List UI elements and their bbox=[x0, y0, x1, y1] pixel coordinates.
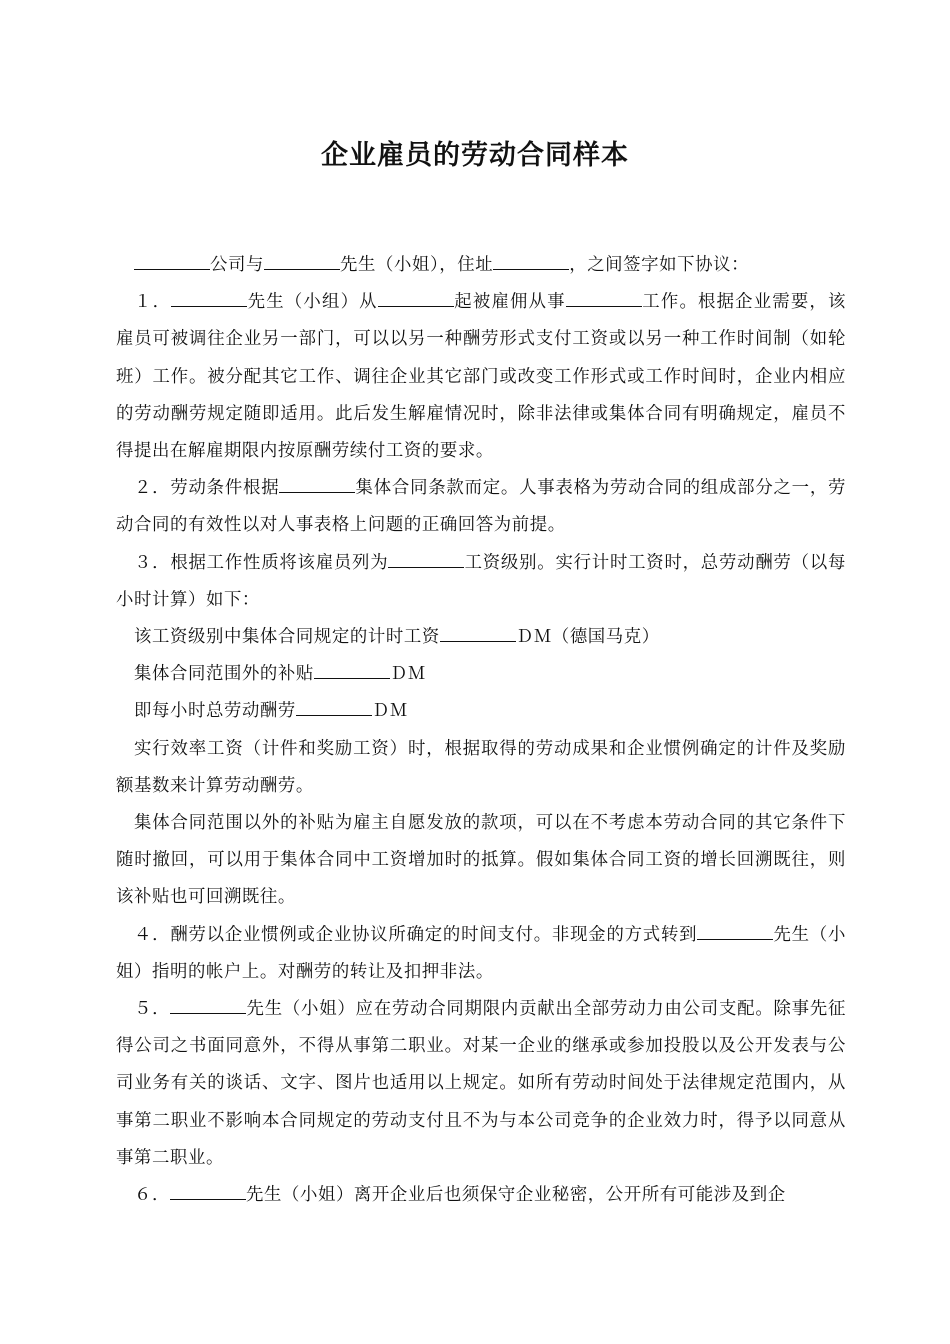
paragraph-text: 先生（小姐）指明的帐户上。对酬劳的转让及扣押非法。 bbox=[116, 924, 846, 982]
paragraph-clause-3 bbox=[116, 545, 846, 619]
paragraph-text: ，之间签字如下协议： bbox=[569, 255, 750, 275]
fill-in-blank[interactable] bbox=[314, 662, 390, 680]
fill-in-blank[interactable] bbox=[171, 290, 247, 308]
paragraph-text: ２．劳动条件根据 bbox=[134, 478, 280, 499]
paragraph-text: ６． bbox=[134, 1185, 170, 1206]
paragraph-text: 起被雇佣从事 bbox=[453, 292, 566, 313]
paragraph-clause-5 bbox=[116, 991, 846, 1177]
paragraph-text: １． bbox=[134, 292, 172, 313]
paragraph-text: 集体合同范围以外的补贴为雇主自愿发放的款项，可以在不考虑本劳动合同的其它条件下随时撤回，可以用于集体合同中工资增加时的抵算。假如集体合同工资的增长回溯既往，则该补贴也可回溯既往。 bbox=[116, 813, 846, 908]
document-title: 企业雇员的劳动合同样本 bbox=[321, 140, 629, 171]
fill-in-blank[interactable] bbox=[697, 922, 773, 940]
paragraph-allowance-note bbox=[116, 805, 846, 917]
paragraph-clause-6 bbox=[116, 1177, 846, 1214]
paragraph-wage-hourly bbox=[116, 619, 846, 656]
paragraph-text: 先生（小姐）离开企业后也须保守企业秘密，公开所有可能涉及到企 bbox=[245, 1185, 786, 1206]
paragraph-text: 集体合同范围外的补贴 bbox=[134, 664, 314, 685]
paragraph-piece-rate bbox=[116, 731, 846, 805]
paragraph-text: 该工资级别中集体合同规定的计时工资 bbox=[134, 627, 440, 648]
paragraph-text: 工作。根据企业需要，该雇员可被调往企业另一部门，可以以另一种酬劳形式支付工资或以另一种工作时间制（如轮班）工作。被分配其它工作、调往企业其它部门或改变工作形式或工作时间时，企业内相应的劳动酬劳规定随即适用。此后发生解雇情况时，除非法律或集体合同有明确规定，雇员不得提出在解雇期限内按原酬劳续付工资的要求。 bbox=[116, 292, 846, 462]
fill-in-blank[interactable] bbox=[566, 290, 642, 308]
paragraph-text: ＤＭ bbox=[371, 701, 408, 722]
paragraph-text: 先生（小组）从 bbox=[247, 292, 378, 313]
fill-in-blank[interactable] bbox=[296, 699, 372, 717]
fill-in-blank[interactable] bbox=[279, 476, 355, 494]
paragraph-text: ５． bbox=[134, 999, 171, 1020]
paragraph-text: ４．酬劳以企业惯例或企业协议所确定的时间支付。非现金的方式转到 bbox=[134, 924, 698, 945]
paragraph-text: 工资级别。实行计时工资时，总劳动酬劳（以每小时计算）如下： bbox=[116, 552, 846, 610]
fill-in-blank[interactable] bbox=[170, 1183, 246, 1201]
fill-in-blank[interactable] bbox=[378, 290, 454, 308]
fill-in-blank[interactable] bbox=[440, 625, 516, 643]
paragraph-clause-1 bbox=[116, 284, 846, 470]
paragraph-intro bbox=[116, 247, 846, 284]
paragraph-text: 先生（小姐），住址 bbox=[339, 255, 494, 275]
paragraph-wage-allowance bbox=[116, 656, 846, 693]
fill-in-blank[interactable] bbox=[493, 252, 569, 270]
fill-in-blank[interactable] bbox=[134, 252, 210, 270]
fill-in-blank[interactable] bbox=[170, 997, 246, 1015]
paragraph-text: ３．根据工作性质将该雇员列为 bbox=[134, 552, 389, 573]
paragraph-text: 即每小时总劳动酬劳 bbox=[134, 701, 296, 722]
paragraph-text: 先生（小姐）应在劳动合同期限内贡献出全部劳动力由公司支配。除事先征得公司之书面同意外，不得从事第二职业。对某一企业的继承或参加投股以及公开发表与公司业务有关的谈话、文字、图片也适用以上规定。如所有劳动时间处于法律规定范围内，从事第二职业不影响本合同规定的劳动支付且不为与本公司竞争的企业效力时，得予以同意从事第二职业。 bbox=[116, 999, 846, 1168]
paragraph-clause-2 bbox=[116, 470, 846, 544]
paragraph-text: 集体合同条款而定。人事表格为劳动合同的组成部分之一，劳动合同的有效性以对人事表格上问题的正确回答为前提。 bbox=[116, 478, 846, 536]
paragraph-text: ＤＭ bbox=[389, 664, 426, 685]
paragraph-clause-4 bbox=[116, 917, 846, 991]
document-body bbox=[116, 247, 846, 1214]
fill-in-blank[interactable] bbox=[264, 252, 340, 270]
paragraph-text: ＤＭ（德国马克） bbox=[515, 627, 660, 648]
paragraph-wage-total bbox=[116, 693, 846, 730]
paragraph-text: 实行效率工资（计件和奖励工资）时，根据取得的劳动成果和企业惯例确定的计件及奖励额基数来计算劳动酬劳。 bbox=[116, 738, 846, 796]
fill-in-blank[interactable] bbox=[388, 550, 464, 568]
paragraph-text: 公司与 bbox=[210, 255, 264, 275]
